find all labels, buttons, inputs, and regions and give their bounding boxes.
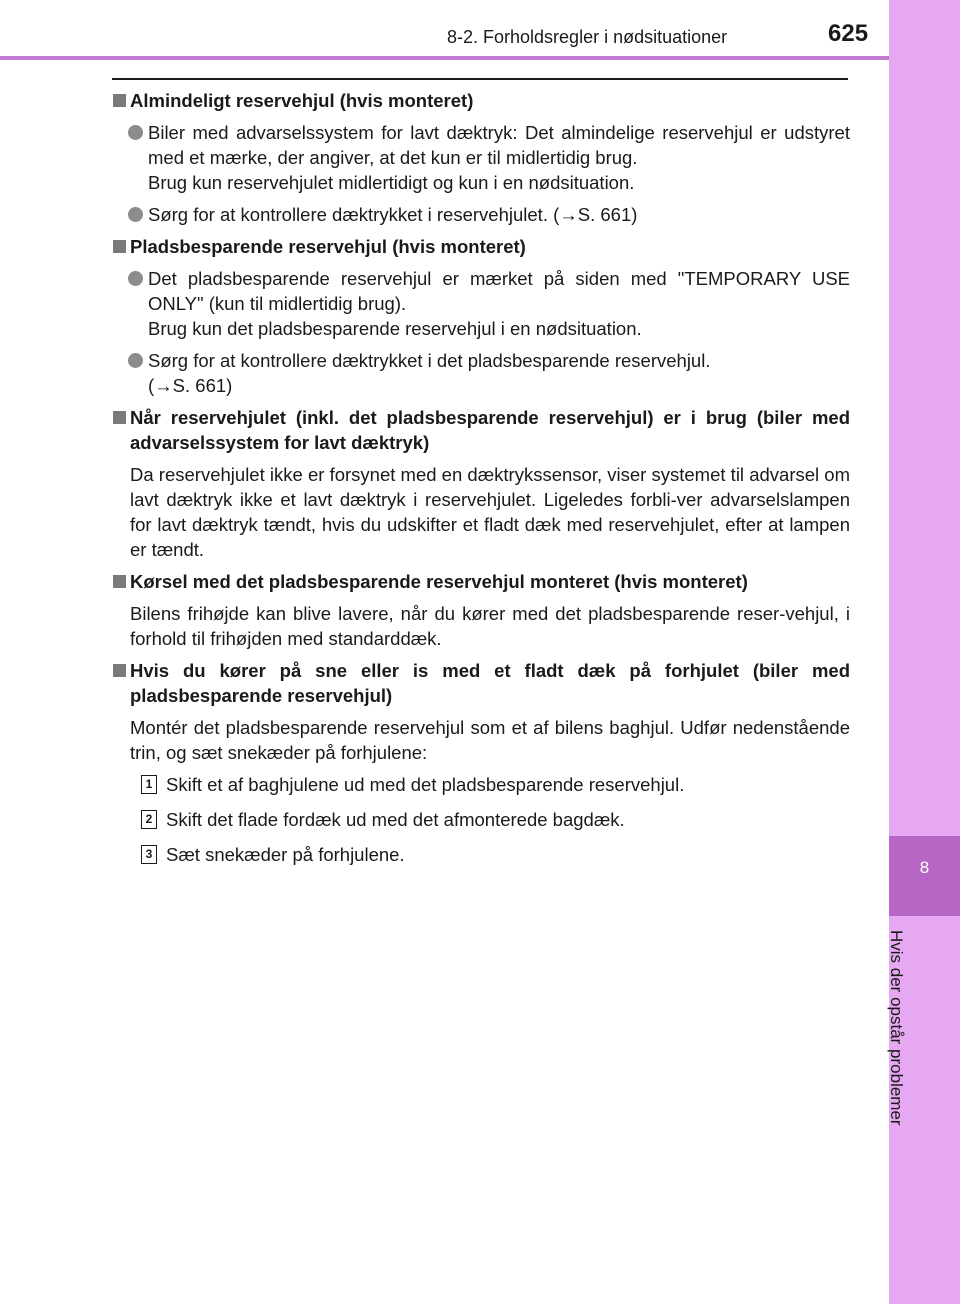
step-item: 2 Skift det flade fordæk ud med det afmonterede bagdæk. xyxy=(112,807,850,832)
square-bullet-icon xyxy=(113,575,126,588)
step-number-badge: 2 xyxy=(141,810,157,829)
page-reference-link[interactable]: →S. 661) xyxy=(559,204,638,225)
page-number: 625 xyxy=(828,20,869,47)
section-heading: Hvis du kører på sne eller is med et fladt dæk på forhjulet (biler med pladsbesparende reservehjul) xyxy=(112,658,850,708)
bullet-item: Biler med advarselssystem for lavt dæktryk: Det almindelige reservehjul er udstyret med et mærke, der angiver, at det kun er til midlertidig brug. Brug kun reservehjulet midlertidigt og kun i en nødsituation. xyxy=(112,120,850,195)
chapter-title-vertical xyxy=(887,930,932,1170)
page-reference-link[interactable]: →S. 661) xyxy=(154,375,233,396)
square-bullet-icon xyxy=(113,240,126,253)
arrow-right-icon: → xyxy=(154,375,173,396)
arrow-right-icon: → xyxy=(559,204,578,225)
section-heading: Kørsel med det pladsbesparende reservehjul monteret (hvis monteret) xyxy=(112,569,850,594)
bullet-item: Det pladsbesparende reservehjul er mærket på siden med "TEMPORARY USE ONLY" (kun til midlertidig brug). Brug kun det pladsbesparende reservehjul i en nødsituation. xyxy=(112,266,850,341)
bullet-item: Sørg for at kontrollere dæktrykket i det pladsbesparende reservehjul. (→S. 661) xyxy=(112,348,850,398)
section-paragraph: Montér det pladsbesparende reservehjul som et af bilens baghjul. Udfør nedenstående trin, og sæt snekæder på forhjulene: xyxy=(130,717,850,763)
section-heading: Almindeligt reservehjul (hvis monteret) xyxy=(112,88,850,113)
round-bullet-icon xyxy=(128,207,143,222)
step-item: 1 Skift et af baghjulene ud med det pladsbesparende reservehjul. xyxy=(112,772,850,797)
round-bullet-icon xyxy=(128,353,143,368)
section-heading: Når reservehjulet (inkl. det pladsbesparende reservehjul) er i brug (biler med advarselssystem for lavt dæktryk) xyxy=(112,405,850,455)
step-item: 3 Sæt snekæder på forhjulene. xyxy=(112,842,850,867)
step-number-badge: 3 xyxy=(141,845,157,864)
square-bullet-icon xyxy=(113,664,126,677)
section-heading: Pladsbesparende reservehjul (hvis monteret) xyxy=(112,234,850,259)
bullet-item: Sørg for at kontrollere dæktrykket i reservehjulet. (→S. 661) xyxy=(112,202,850,227)
round-bullet-icon xyxy=(128,125,143,140)
section-paragraph: Da reservehjulet ikke er forsynet med en dæktrykssensor, viser systemet til advarsel om lavt dæktryk ikke et lavt dæktryk i reservehjulet. Ligeledes forbli-ver advarselslampen for lavt dæktryk tændt, hvis du udskifter et fladt dæk med reservehjulet, efter at lampen er tændt. xyxy=(130,464,850,560)
chapter-title: Hvis der opstår problemer xyxy=(887,930,906,1126)
round-bullet-icon xyxy=(128,271,143,286)
page-content xyxy=(112,88,850,877)
chapter-number: 8 xyxy=(919,858,930,877)
square-bullet-icon xyxy=(113,411,126,424)
section-paragraph: Bilens frihøjde kan blive lavere, når du kører med det pladsbesparende reser-vehjul, i forhold til frihøjden med standarddæk. xyxy=(130,603,850,649)
content-top-rule xyxy=(112,78,848,80)
header-divider xyxy=(0,56,889,60)
square-bullet-icon xyxy=(113,94,126,107)
step-number-badge: 1 xyxy=(141,775,157,794)
section-title: 8-2. Forholdsregler i nødsituationer xyxy=(447,27,728,47)
